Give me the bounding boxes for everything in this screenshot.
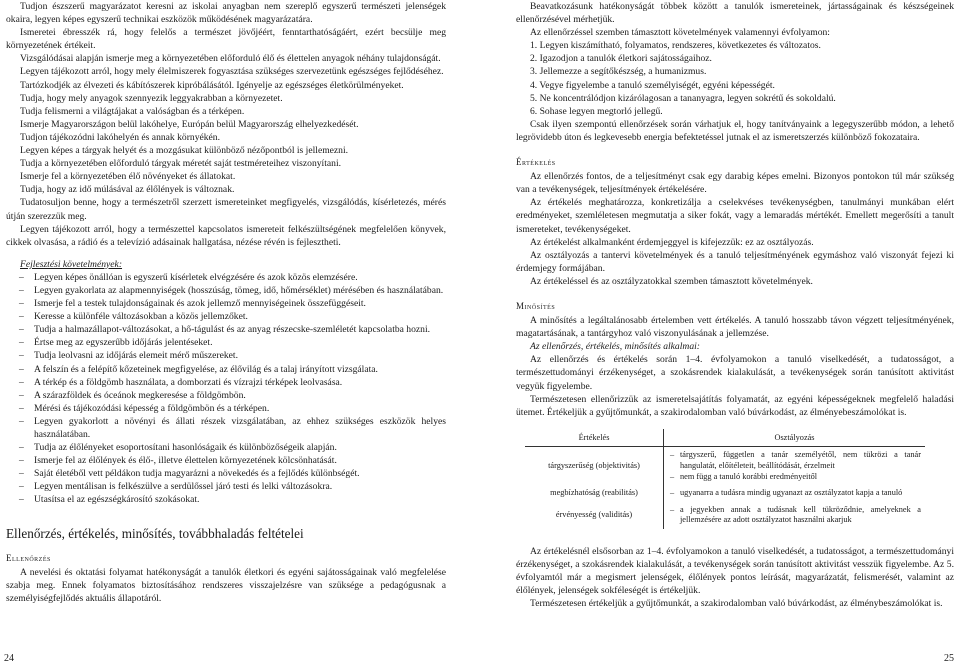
- list-item: – Saját életéből vett példákon tudja magyarázni a növekedés és a fejlődés különbségét.: [6, 467, 446, 480]
- list-item: – Legyen mentálisan is felkészülve a serdülőssel járó testi és lelki változásokra.: [6, 480, 446, 493]
- intro-paragraph: Tudjon tájékozódni lakóhelyén és annak környékén.: [20, 131, 221, 143]
- requirements-outro: Csak ilyen szempontú ellenőrzések során várhatjuk el, hogy tanítványaink a legegyszerűbb módon, a lehető legrövidebb úton és legkevesebb energia befektetéssel jutnak el az ismeretszerzés különböző fokozataira.: [516, 118, 954, 143]
- list-item: – Keresse a különféle változásokban a közös jellemzőket.: [6, 310, 446, 323]
- intro-paragraph: Tudja felismerni a világtájakat a valóságban és a térképen.: [20, 105, 245, 117]
- table-cell: [664, 485, 926, 502]
- intro-paragraph: Tudjon észszerű magyarázatot keresni az iskolai anyagban nem szereplő egyszerű természeti jelenségek okaira, legyen képes egyszerű technikai eszközök működésének magyarázatára.: [6, 1, 446, 26]
- cell-list: [668, 488, 921, 499]
- list-item: 5. Ne koncentrálódjon kizárólagosan a tananyagra, legyen sokrétű és sokoldalú.: [530, 92, 836, 104]
- ertekeles-paragraph: Az értékelés meghatározza, konkretizálja a cselekvéses tevékenységben, tanulmányi munkában elért eredményeket, szemléletesen megmutatja a siker fokát, vagy a lemaradás mértékét. Emellett megerősíti a tanult ismereteket, tevékenységeket.: [516, 197, 954, 235]
- minosites-occasions-heading: Az ellenőrzés, értékelés, minősítés alkalmai:: [530, 341, 700, 353]
- list-item: 2. Igazodjon a tanulók életkori sajátosságaihoz.: [530, 53, 712, 65]
- minosites-paragraph: Az ellenőrzés és értékelés során 1–4. évfolyamokon a tanuló viselkedését, a tudatosságot, a természettudományi érzékenységet, a szokásrendek kialakulását, a tevékenységek során tanúsított aktivitást vegyük figyelembe.: [516, 354, 954, 392]
- intro-paragraph: Tudja a környezetében előforduló tárgyak méretét saját testméreteihez viszonyítani.: [20, 158, 342, 170]
- development-requirements-list: [6, 271, 446, 507]
- intro-paragraph: Ismeretei ébresszék rá, hogy felelős a természet jövőjéért, fenntarthatóságáért, ezért becsülje meg környezetének értékeit.: [6, 27, 446, 52]
- section-title: Ellenőrzés, értékelés, minősítés, továbbhaladás feltételei: [6, 525, 304, 541]
- intro-paragraph: Ismerje fel a környezetében élő növényeket és állatokat.: [20, 171, 236, 183]
- requirements-intro: Az ellenőrzéssel szemben támasztott követelmények valamennyi évfolyamon:: [530, 27, 830, 39]
- table-cell: érvényesség (validitás): [525, 502, 664, 529]
- left-page-column: [6, 0, 446, 605]
- list-item: 4. Vegye figyelembe a tanuló személyiségét, egyéni képességét.: [530, 79, 775, 91]
- minosites-heading: Minősítés: [516, 300, 556, 311]
- list-item: – A felszín és a felépítő kőzeteinek megfigyelése, az élővilág és a talaj irányított vizsgálata.: [6, 363, 446, 376]
- minosites-paragraph: Természetesen ellenőrizzük az ismeretelsajátítás folyamatát, az egyéni képességeknek megfelelő haladási ütemet. Értékeljük a gyűjtőmunkát, a szakirodalomban való búvárkodást, az élményebeszámolókat is.: [516, 393, 954, 418]
- list-item: – Legyen gyakorlata az alapmennyiségek (hosszúság, tömeg, idő, hőmérséklet) mérésében és használatában.: [6, 284, 446, 297]
- table-cell: [664, 502, 926, 529]
- intro-paragraph: Legyen képes a tárgyak helyét és a mozgásukat különböző nézőpontból is jellemezni.: [20, 145, 349, 157]
- list-item: 3. Jellemezze a segítőkészség, a humanizmus.: [530, 66, 707, 78]
- requirements-list: [516, 39, 954, 118]
- table-cell: [664, 447, 926, 485]
- closing-paragraph: Az értékelésnél elsősorban az 1–4. évfolyamokon a tanuló viselkedését, a tudatosságot, a természettudományi érzékenységet, a szokásrendek kialakulását, a tevékenységek során tanúsított aktivitást vesszük figyelembe. Az 5. évfolyamtól már a megismert jelenségek, élőlények pontos leírását, magyarázatát, felismerését, valamint az élőlények, jelenségek sokféleségét is értékeljük.: [516, 545, 954, 597]
- intro-paragraph: Legyen tájékozott arról, hogy a természettel kapcsolatos ismereteit felkészültségének megfelelően könyvek, cikkek olvasása, a rádió és a televízió adásainak hallgatása, nézése révén is fejlesztheti.: [6, 223, 446, 248]
- evaluation-table: [525, 429, 925, 529]
- intro-paragraph: Legyen tájékozott arról, hogy mely élelmiszerek fogyasztása szükséges szervezetünk egészséges fejlődéséhez.: [20, 66, 444, 78]
- table-header-cell: Osztályozás: [664, 429, 926, 447]
- minosites-paragraph: A minősítés a legáltalánosabb értelemben vett értékelés. A tanuló hosszabb távon végzett teljesítményének, magatartásának, a tantárgyhoz való viszonyulásának a jellemzése.: [516, 315, 954, 340]
- table-cell: megbízhatóság (reabilitás): [525, 485, 664, 502]
- list-item: – Legyen képes önállóan is egyszerű kísérletek elvégzésére és azok közös elemzésére.: [6, 271, 446, 284]
- intro-paragraph: Tudja, hogy az idő múlásával az élőlények is változnak.: [20, 184, 235, 196]
- table-header-row: [525, 429, 925, 447]
- list-item: – Ismerje fel az élőlények és élő-, illetve élettelen környezetének kölcsönhatását.: [6, 454, 446, 467]
- table-row: [525, 447, 925, 485]
- intro-paragraph: Vizsgálódásai alapján ismerje meg a környezetében előforduló élő és élettelen anyagok néhány tulajdonságát.: [20, 53, 441, 65]
- table-row: [525, 485, 925, 502]
- page-number-left: 24: [4, 653, 14, 664]
- list-item: – Legyen gyakorlott a növényi és állati részek vizsgálatában, az ehhez szükséges eszközök helyes használatában.: [6, 415, 446, 441]
- intro-paragraph: Tartózkodjék az élvezeti és kábítószerek kipróbálásától. Igényelje az egészséges életkörülményeket.: [20, 79, 404, 91]
- top-paragraph: Beavatkozásunk hatékonyságát többek között a tanulók ismereteinek, jártasságainak és készségeinek ellenőrzésével mérhetjük.: [516, 1, 954, 26]
- cell-list: [668, 505, 921, 526]
- table-row: [525, 502, 925, 529]
- ertekeles-paragraph: Az ellenőrzés fontos, de a teljesítményt csak egy darabig képes emelni. Bizonyos pontokon túl már szükség van a tevékenységek, teljesítmények értékelésére.: [516, 171, 954, 196]
- list-item: – Értse meg az egyszerűbb időjárás jelentéseket.: [6, 336, 446, 349]
- intro-paragraph: Ismerje Magyarországon belül lakóhelye, Európán belül Magyarország elhelyezkedését.: [20, 118, 359, 130]
- list-item: – A szárazföldek és óceánok megkeresése a földgömbön.: [6, 389, 446, 402]
- table-cell: tárgyszerűség (objektivitás): [525, 447, 664, 485]
- list-item: – A térkép és a földgömb használata, a domborzati és vízrajzi térképek leolvasása.: [6, 376, 446, 389]
- ertekeles-heading: Értékelés: [516, 157, 556, 168]
- table-header-cell: Értékelés: [525, 429, 664, 447]
- list-item: – Tudja leolvasni az időjárás elemeit mérő műszereket.: [6, 349, 446, 362]
- list-item: – a jegyekben annak a tudásnak kell tükröződnie, amelyeknek a jellemzésére az adott osztályzatot használni akarjuk: [668, 505, 921, 526]
- cell-list: [668, 450, 921, 482]
- list-item: – Utasítsa el az egészségkárosító szokásokat.: [6, 493, 446, 506]
- list-item: – Mérési és tájékozódási képesség a földgömbön és a térképen.: [6, 402, 446, 415]
- list-item: – Tudja a halmazállapot-változásokat, a hő-tágulást és az anyag részecske-szemléletét kapcsolatba hozni.: [6, 323, 446, 336]
- list-item: – Tudja az élőlényeket esoportosítani hasonlóságaik és különbözőségeik alapján.: [6, 441, 446, 454]
- list-item: – nem függ a tanuló korábbi eredményeitől: [668, 472, 921, 483]
- list-item: 1. Legyen kiszámítható, folyamatos, rendszeres, következetes és változatos.: [530, 40, 821, 52]
- intro-paragraph: Tudja, hogy mely anyagok szennyezik leggyakrabban a környezetet.: [20, 92, 283, 104]
- list-item: 6. Sohase legyen megtorló jellegű.: [530, 105, 663, 117]
- page-number-right: 25: [944, 653, 954, 664]
- closing-paragraph: Természetesen értékeljük a gyűjtőmunkát, a szakirodalomban való búvárkodást, az élménybeszámolókat is.: [530, 598, 943, 610]
- ellenorzes-paragraph: A nevelési és oktatási folyamat hatékonyságát a tanulók életkori és egyéni sajátosságainak való megfelelése szabja meg. Ennek folyamatos biztosításához rendszeres visszajelzésre van szüksége a pedagógusnak a személyiségfejlődés aktuális állapotáról.: [6, 566, 446, 604]
- right-page-column: [516, 0, 954, 610]
- ertekeles-paragraph: Az értékeléssel és az osztályzatokkal szemben támasztott követelmények.: [530, 275, 813, 287]
- ellenorzes-heading: Ellenőrzés: [6, 552, 51, 563]
- intro-paragraph: Tudatosuljon benne, hogy a természetről szerzett ismereteinket megfigyelés, vizsgálódás, kísérletezés, mérés útján szerezzük meg.: [6, 197, 446, 222]
- ertekeles-paragraph: Az értékelést alkalmanként érdemjeggyel is kifejezzük: ez az osztályozás.: [530, 236, 814, 248]
- list-item: – Ismerje fel a testek tulajdonságainak és azok jellemző mennyiségeinek összefüggéseit.: [6, 297, 446, 310]
- ertekeles-paragraph: Az osztályozás a tantervi követelmények és a tanuló teljesítményének egymáshoz való viszonyát fejezi ki érdemjegy formájában.: [516, 249, 954, 274]
- development-requirements-heading: Fejlesztési követelmények:: [20, 258, 123, 270]
- list-item: – tárgyszerű, független a tanár személyétől, nem tükrözi a tanár hangulatát, előítéleteit, beállítódását, érzelmeit: [668, 450, 921, 471]
- list-item: – ugyanarra a tudásra mindig ugyanazt az osztályzatot kapja a tanuló: [668, 488, 921, 499]
